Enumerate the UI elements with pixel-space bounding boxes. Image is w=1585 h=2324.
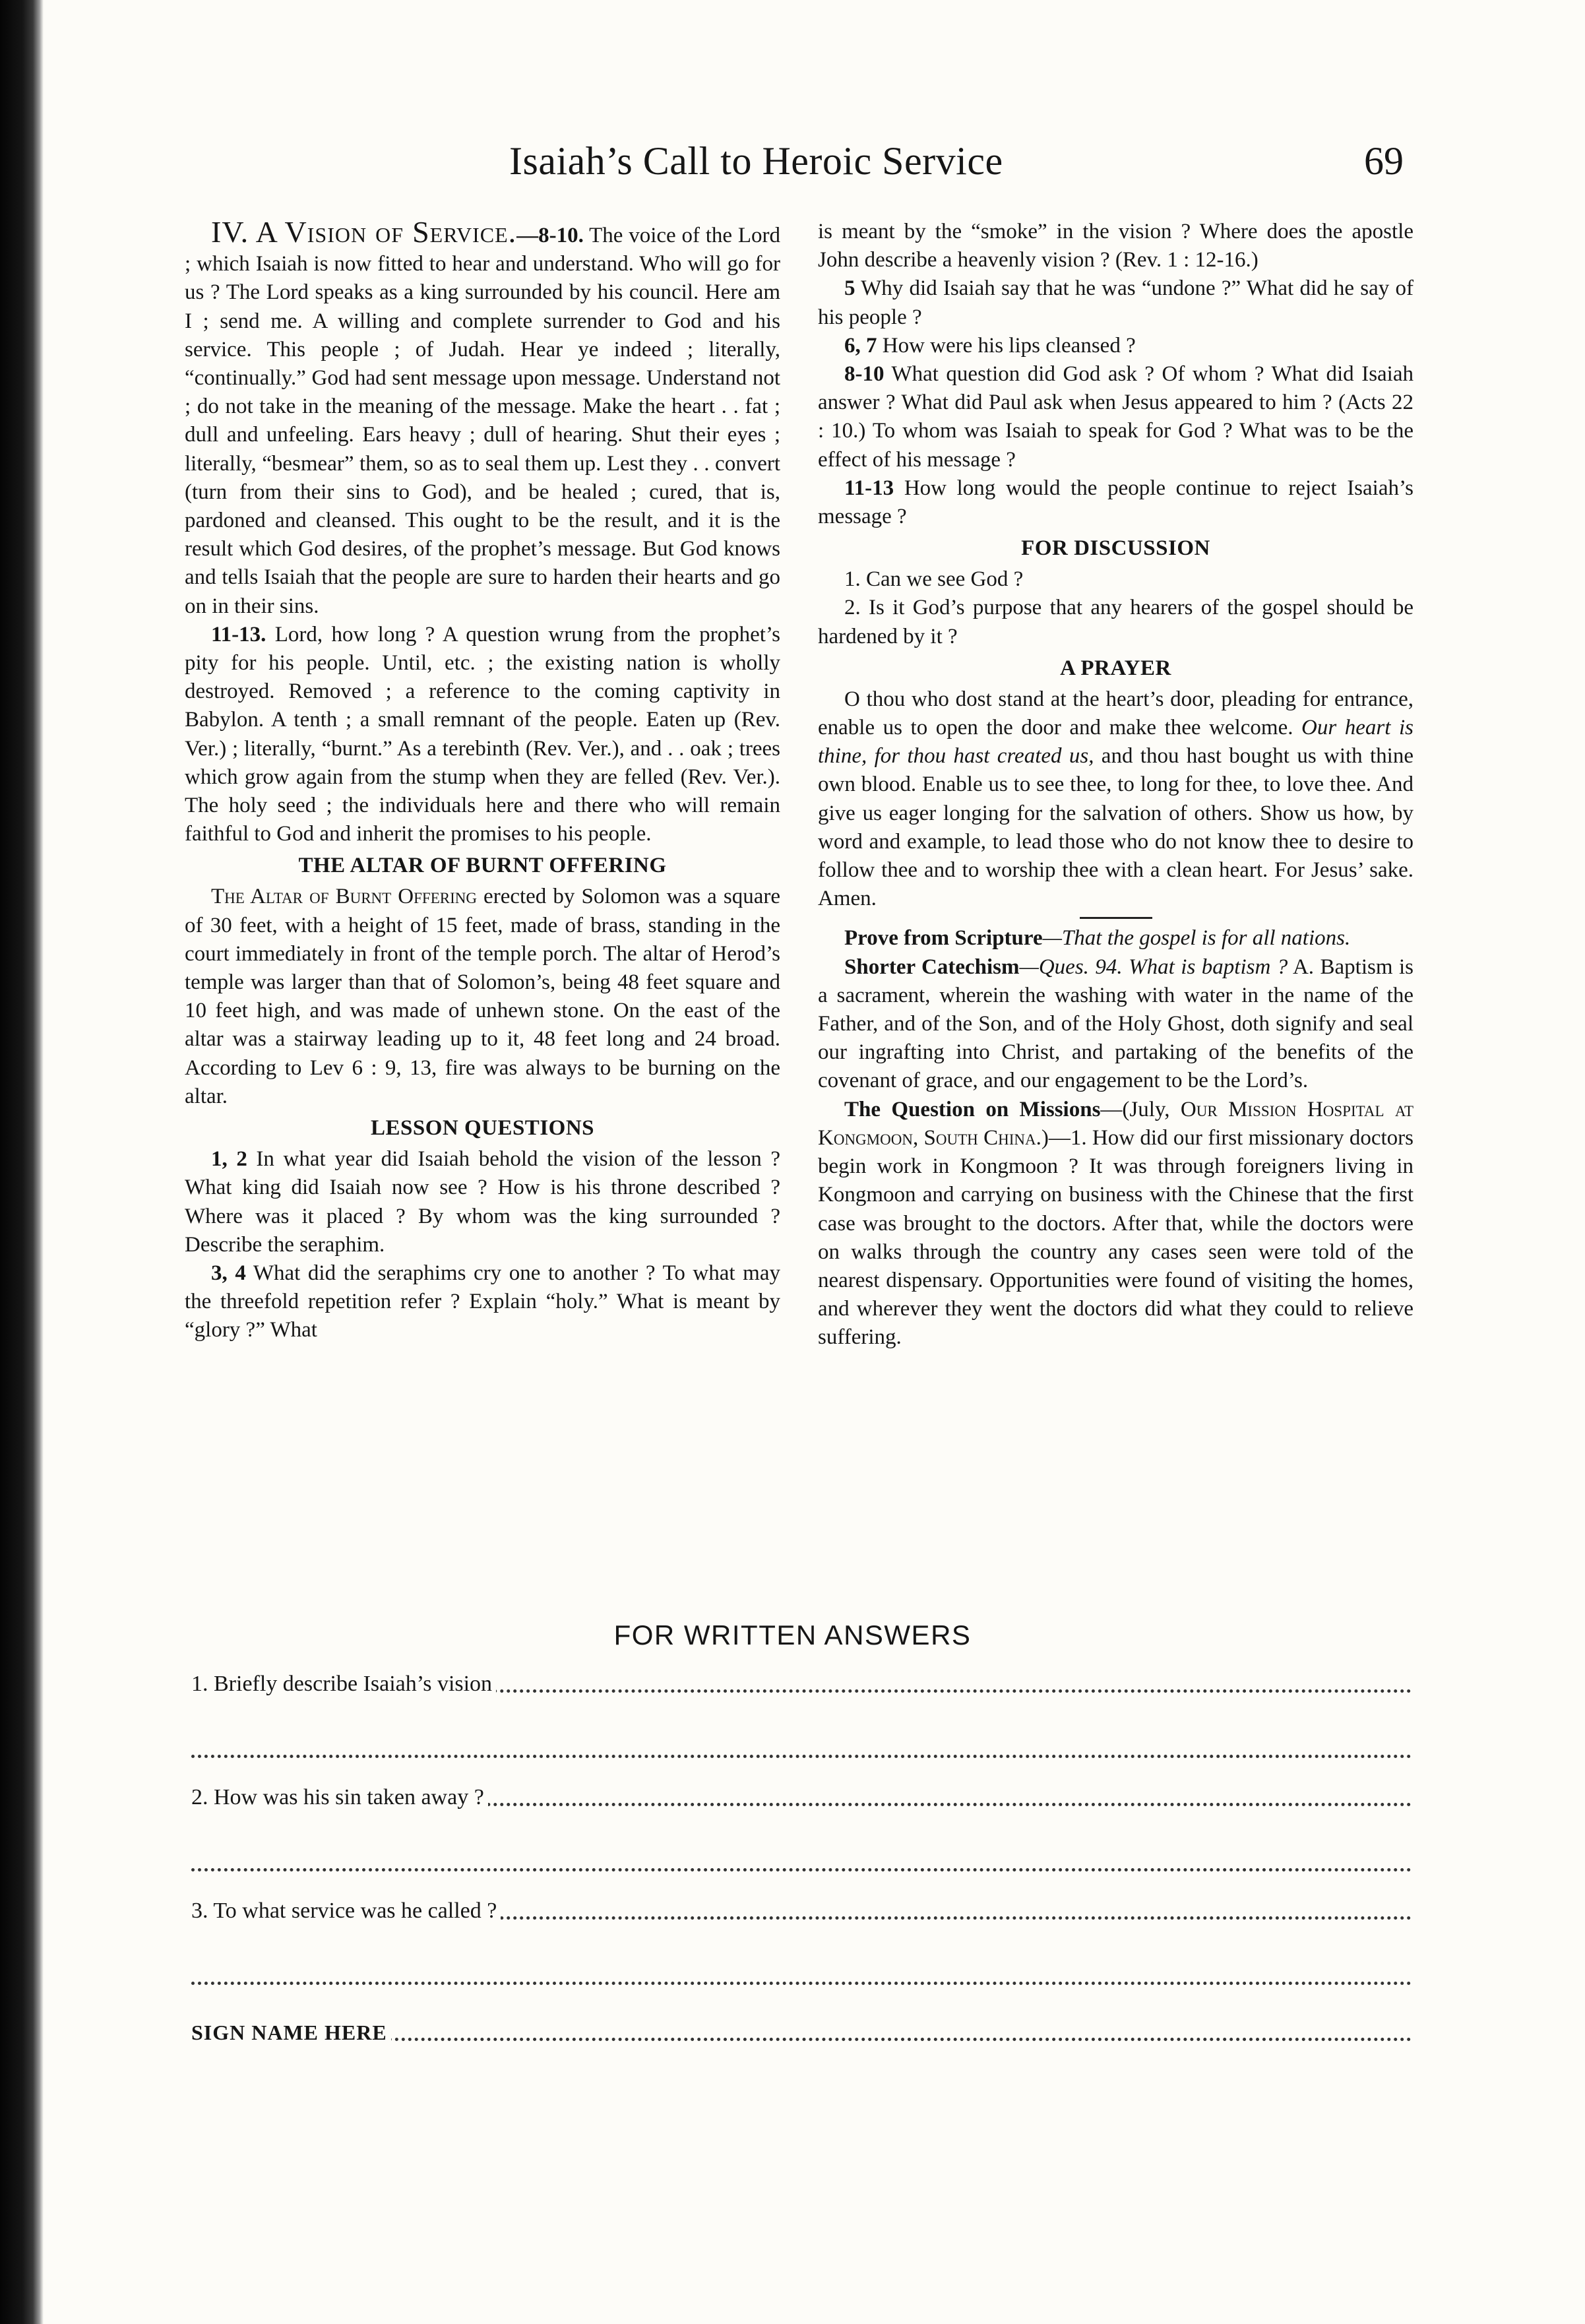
- paragraph-text: erected by Solomon was a square of 30 feet, with a height of 15 feet, made of brass, standing in the court immediately in front of the temple porch. The altar of Herod’s temple was larger than that of Solomon’s, being 48 feet square and 10 feet high, and was made of unhewn stone. On the east of the altar was a stairway leading up to it, 48 feet long and 24 broad. According to Lev 6 : 9, 13, fire was always to be burning on the altar.: [185, 885, 780, 1108]
- question-text: How were his lips cleansed ?: [877, 333, 1136, 358]
- sign-name-label: SIGN NAME HERE: [191, 2016, 391, 2049]
- answer-prompt-2: 2. How was his sin taken away ?: [191, 1781, 488, 1814]
- answer-prompt-1: 1. Briefly describe Isaiah’s vision: [191, 1668, 496, 1701]
- paragraph-altar: [185, 883, 780, 1111]
- question-3-4-continued: is meant by the “smoke” in the vision ? Where does the apostle John describe a heavenly vision ? (Rev. 1 : 12-16.): [818, 220, 1414, 272]
- catechism-question: What is baptism ?: [1122, 955, 1288, 979]
- verse-ref: 6, 7: [844, 333, 877, 358]
- altar-lead: The Altar of Burnt Offering: [211, 885, 477, 909]
- question-5: [818, 274, 1414, 331]
- answer-prompt-3: 3. To what service was he called ?: [191, 1895, 501, 1928]
- section-heading: IV. A Vision of Service.: [211, 215, 517, 249]
- prayer-heading: A PRAYER: [1060, 656, 1171, 680]
- verse-ref: 8-10: [844, 362, 885, 387]
- right-column: [818, 218, 1414, 1352]
- question-text: What did the seraphims cry one to another ? To what may the threefold repetition refer ? Explain “holy.” What is meant by “glory ?” What: [185, 1261, 780, 1342]
- answer-blank-line-3[interactable]: [191, 1982, 1412, 1985]
- answer-blank-line-2[interactable]: [191, 1868, 1412, 1871]
- answer-line-3[interactable]: [191, 1895, 1412, 1928]
- discussion-heading: FOR DISCUSSION: [1021, 536, 1210, 561]
- written-answers-heading: FOR WRITTEN ANSWERS: [613, 1619, 972, 1650]
- divider-rule: [1080, 917, 1152, 919]
- question-8-10: [818, 360, 1414, 474]
- question-text: How long would the people continue to reject Isaiah’s message ?: [818, 476, 1414, 529]
- section-vision-of-service: [185, 215, 780, 621]
- prove-label: Prove from Scripture: [844, 926, 1043, 951]
- prayer-italic: Our heart is thine, for thou hast created us,: [818, 716, 1414, 769]
- verse-ref: —8-10.: [516, 224, 584, 247]
- verse-ref: 11-13.: [211, 622, 266, 646]
- missions-label: The Question on Missions: [844, 1097, 1101, 1121]
- left-column: [185, 215, 780, 1345]
- verse-ref: 5: [844, 276, 855, 301]
- missions-text: )—1. How did our first missionary doctors begin work in Kongmoon ? It was through foreigners living in Kongmoon and carrying on business with the Chinese that the first case was brought to the doctors. After that, while the doctors were on walks through the country any cases seen were told of the nearest dispensary. Opportunities were found of visiting the homes, and wherever they went the doctors did what they could to relieve suffering.: [818, 1125, 1414, 1350]
- catechism-ques: —Ques. 94.: [1019, 955, 1123, 979]
- verse-ref: 3, 4: [211, 1261, 246, 1285]
- catechism-label: Shorter Catechism: [844, 955, 1020, 979]
- prayer-text: O thou who dost stand at the heart’s door, pleading for entrance, enable us to open the door and make thee welcome. Our heart is thine, for thou hast created us, and thou hast bought us with thine own blood. Enable us to see thee, to long for thee, to love thee. And give us eager longing for the salvation of others. Show us how, by word and example, to lead those who do not know thee to desire to follow thee and to worship thee with a clean heart. For Jesus’ sake. Amen.: [818, 687, 1414, 911]
- discussion-item-1: 1. Can we see God ?: [844, 567, 1024, 592]
- sign-name-line[interactable]: [191, 2016, 1412, 2049]
- answer-line-1[interactable]: [191, 1668, 1412, 1701]
- running-title: Isaiah’s Call to Heroic Service: [509, 139, 1003, 183]
- missions-topic: Our Mission Hospital at Kongmoon, South China.: [818, 1097, 1414, 1150]
- answer-blank-line-1[interactable]: [191, 1755, 1412, 1758]
- paragraph-text: Lord, how long ? A question wrung from the prophet’s pity for his people. Until, etc. ; the existing nation is wholly destroyed. Removed ; a reference to the coming captivity in Babylon. A tenth ; a small remnant of the people. Eaten up (Rev. Ver.) ; literally, “burnt.” As a terebinth (Rev. Ver.), and . . oak ; trees which grow again from the stump when they are felled (Rev. Ver.). The holy seed ; the individuals here and there who will remain faithful to God and inherit the promises to his people.: [185, 622, 780, 846]
- shorter-catechism: [818, 953, 1414, 1096]
- altar-heading: THE ALTAR OF BURNT OFFERING: [298, 854, 667, 878]
- page-number: 69: [1364, 139, 1404, 183]
- prove-text: —That the gospel is for all nations.: [1042, 926, 1351, 951]
- prove-from-scripture: [818, 924, 1414, 953]
- answer-line-2[interactable]: [191, 1781, 1412, 1814]
- question-6-7: [818, 332, 1414, 360]
- verse-ref: 1, 2: [211, 1147, 247, 1172]
- catechism-answer: A. Baptism is a sacrament, wherein the washing with water in the name of the Father, and of the Son, and of the Holy Ghost, doth signify and seal our ingrafting into Christ, and partaking of the benefits of the covenant of grace, and our engagement to be the Lord’s.: [818, 955, 1414, 1093]
- book-binding-edge: [0, 0, 44, 2324]
- paragraph-text: The voice of the Lord ; which Isaiah is now fitted to hear and understand. Who will go for us ? The Lord speaks as a king surrounded by his council. Here am I ; send me. A willing and complete surrender to God and his service. This people ; of Judah. Hear ye indeed ; literally, “continually.” God had sent message upon message. Understand not ; do not take in the meaning of the message. Make the heart . . fat ; dull and unfeeling. Ears heavy ; dull of hearing. Shut their eyes ; literally, “besmear” them, so as to seal them up. Lest they . . convert (turn from their sins to God), and be healed ; cured, that is, pardoned and cleansed. This ought to be the result, and it is the result which God desires, of the prophet’s message. But God knows and tells Isaiah that the people are sure to harden their hearts and go on in their sins.: [185, 224, 780, 618]
- verse-ref: 11-13: [844, 476, 894, 500]
- question-on-missions: The Question on Missions—(July, Our Mission Hospital at Kongmoon, South China.)—1. How did our first missionary doctors begin work in Kongmoon ? It was through foreigners living in Kongmoon and carrying on business with the Chinese that the first case was brought to the doctors. After that, while the doctors were on walks through the country any cases seen were told of the nearest dispensary. Opportunities were found of visiting the homes, and wherever they went the doctors did what they could to relieve suffering.: [818, 1097, 1414, 1350]
- question-3-4: [185, 1259, 780, 1345]
- question-text: Why did Isaiah say that he was “undone ?” What did he say of his people ?: [818, 276, 1414, 329]
- discussion-item-2: 2. Is it God’s purpose that any hearers of the gospel should be hardened by it ?: [818, 596, 1414, 648]
- paragraph-how-long: [185, 621, 780, 849]
- question-1-2: [185, 1145, 780, 1259]
- lesson-questions-heading: LESSON QUESTIONS: [370, 1116, 595, 1141]
- question-11-13: [818, 474, 1414, 531]
- question-text: What question did God ask ? Of whom ? What did Isaiah answer ? What did Paul ask when Jesus appeared to him ? (Acts 22 : 10.) To whom was Isaiah to speak for God ? What was to be the effect of his message ?: [818, 362, 1414, 472]
- question-text: In what year did Isaiah behold the vision of the lesson ? What king did Isaiah now see ? How is his throne described ? Where was it placed ? By whom was the king surrounded ? Describe the seraphim.: [185, 1147, 780, 1257]
- page-header: [0, 139, 1585, 211]
